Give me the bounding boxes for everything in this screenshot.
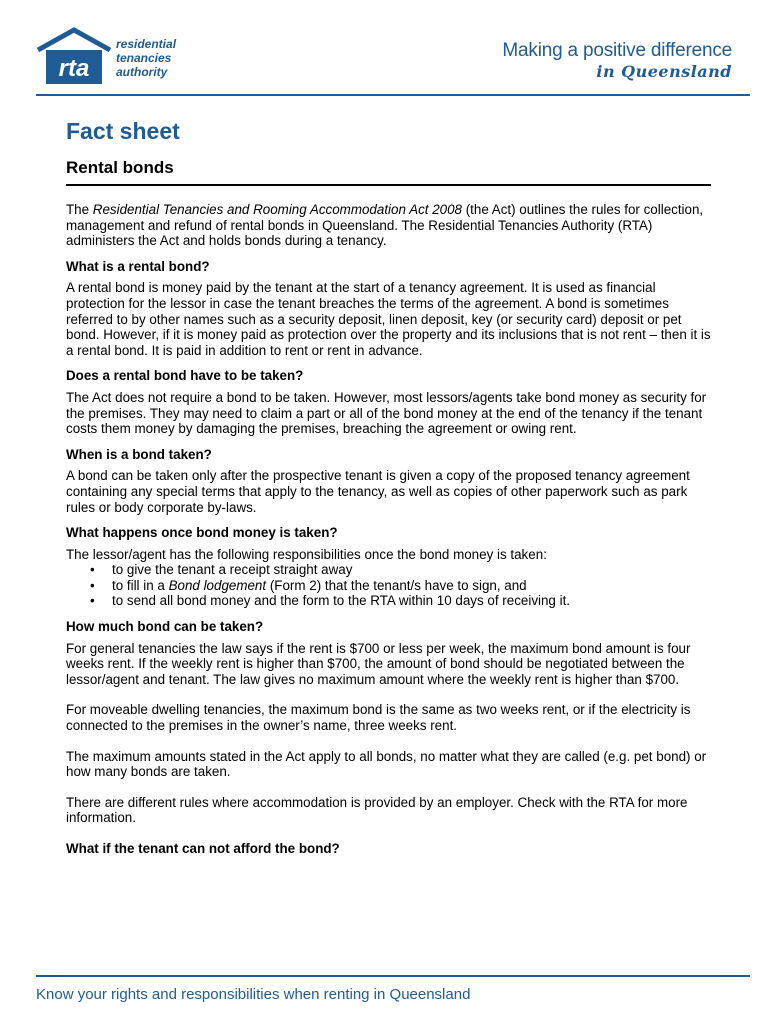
page-header bbox=[0, 0, 770, 100]
act-name: Residential Tenancies and Rooming Accommodation Act 2008 bbox=[92, 202, 462, 217]
section-body: The lessor/agent has the following responsibilities once the bond money is taken: bbox=[66, 546, 547, 562]
intro-text-end: (the Act) outlines the rules for collection, management and refund of rental bonds in Queensland. The Residential Tenancies Authority (RTA) administers the Act and holds bonds during a tenancy. bbox=[66, 202, 704, 249]
list-item bbox=[90, 593, 716, 609]
section-body: For general tenancies the law says if the rent is $700 or less per week, the maximum bond amount is four weeks rent. If the weekly rent is higher than $700, the amount of bond should be negotiated between the lessor/agent and tenant. The law gives no maximum amount where the weekly rent is higher than $700. bbox=[66, 640, 691, 687]
list-item-text: to give the tenant a receipt straight away bbox=[112, 562, 353, 578]
rta-logo bbox=[36, 26, 112, 86]
section-body: The Act does not require a bond to be taken. However, most lessors/agents take bond money as security for the premises. They may need to claim a part or all of the bond money at the end of the tenancy if the tenant costs them money by damaging the premises, breaching the agreement or owing rent. bbox=[66, 389, 707, 437]
section-heading: How much bond can be taken? bbox=[66, 619, 264, 635]
header-divider bbox=[36, 94, 750, 96]
subtitle-divider bbox=[66, 184, 711, 186]
section-heading: What is a rental bond? bbox=[66, 258, 210, 274]
bullet-icon: • bbox=[90, 577, 95, 593]
list-item bbox=[90, 562, 716, 578]
section-body: For moveable dwelling tenancies, the maximum bond is the same as two weeks rent, or if the electricity is connected to the premises in the owner’s name, three weeks rent. bbox=[66, 702, 691, 734]
intro-text-start: The bbox=[66, 202, 93, 217]
logo-line-3: authority bbox=[116, 65, 168, 79]
page-subtitle: Rental bonds bbox=[66, 158, 174, 177]
section-heading: When is a bond taken? bbox=[66, 446, 212, 462]
responsibilities-list bbox=[66, 562, 716, 609]
logo-wordmark bbox=[116, 37, 176, 79]
list-item-text: to fill in a bbox=[112, 577, 169, 593]
logo-mark-text: rta bbox=[58, 55, 90, 82]
list-item-text: (Form 2) that the tenant/s have to sign, and bbox=[266, 577, 527, 593]
intro-paragraph bbox=[66, 202, 716, 249]
section-heading: What if the tenant can not afford the bond? bbox=[66, 841, 340, 856]
form-name: Bond lodgement bbox=[168, 577, 267, 593]
footer-divider bbox=[36, 975, 750, 977]
page-footer: Know your rights and responsibilities when renting in Queensland bbox=[36, 986, 471, 1003]
section-body: There are different rules where accommodation is provided by an employer. Check with the RTA for more information. bbox=[66, 794, 688, 826]
logo-line-1: residential bbox=[116, 37, 177, 51]
logo-line-2: tenancies bbox=[116, 51, 172, 65]
section-body: The maximum amounts stated in the Act apply to all bonds, no matter what they are called (e.g. pet bond) or how many bonds are taken. bbox=[66, 748, 707, 780]
section-heading: What happens once bond money is taken? bbox=[66, 525, 338, 541]
tagline-line-1: Making a positive difference bbox=[502, 40, 732, 61]
section-body: A rental bond is money paid by the tenant at the start of a tenancy agreement. It is used as financial protection for the lessor in case the tenant breaches the terms of the agreement. A bond is sometimes referred to by other names such as a security deposit, linen deposit, key (or security card) deposit or pet bond. However, if it is money paid as protection over the property and its inclusions that is not rent – then it is a rental bond. It is paid in addition to rent or rent in advance. bbox=[66, 280, 711, 358]
page-title: Fact sheet bbox=[66, 118, 180, 144]
list-item-text: to send all bond money and the form to the RTA within 10 days of receiving it. bbox=[112, 593, 571, 609]
bullet-icon: • bbox=[90, 562, 95, 578]
list-item bbox=[90, 578, 716, 594]
section-heading: Does a rental bond have to be taken? bbox=[66, 368, 304, 384]
tagline-line-2: in Queensland bbox=[596, 62, 732, 81]
tagline bbox=[502, 40, 732, 81]
document-body bbox=[66, 202, 716, 863]
section-body: A bond can be taken only after the prospective tenant is given a copy of the proposed tenancy agreement containing any special terms that apply to the tenancy, as well as copies of other paperwork such as park rules or body corporate by-laws. bbox=[66, 468, 690, 515]
bullet-icon: • bbox=[90, 593, 95, 609]
